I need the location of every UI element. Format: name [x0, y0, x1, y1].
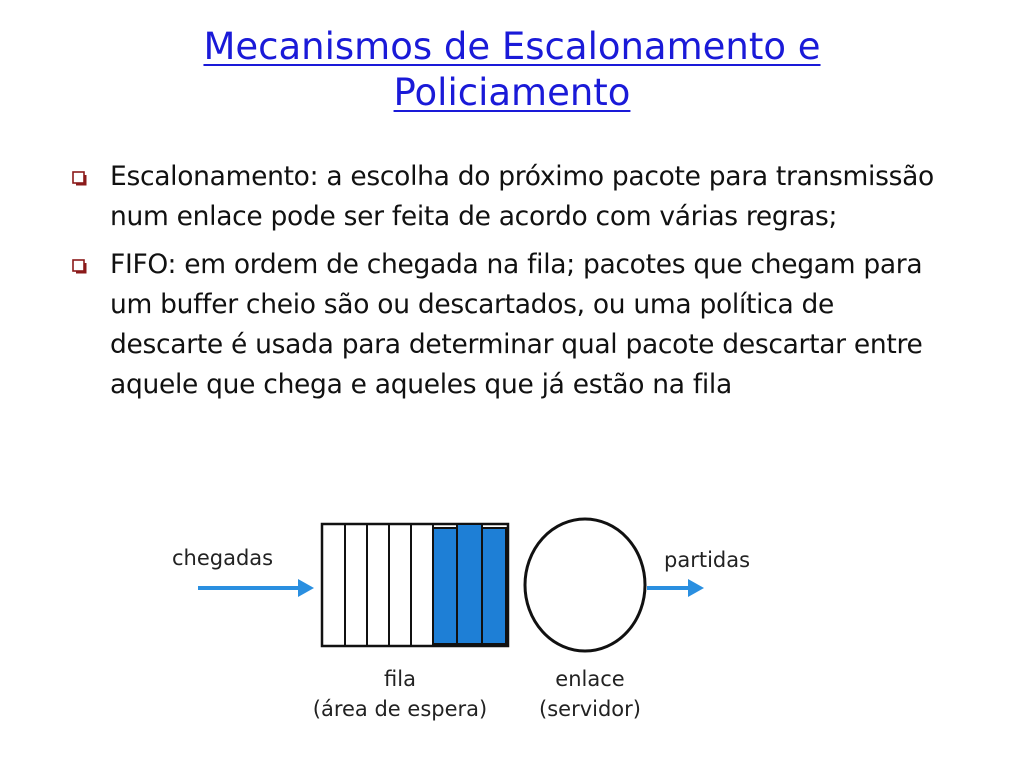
title-line-2: Policiamento [393, 71, 631, 114]
arrivals-label: chegadas [172, 546, 274, 570]
queue-label-line-1: fila [384, 667, 416, 691]
bullet-text: Escalonamento: a escolha do próximo pacote para transmissão num enlace pode ser feita de acordo com várias regras; [110, 161, 934, 232]
arrival-arrow-icon [198, 579, 314, 597]
bullet-item-escalonamento [72, 157, 952, 237]
departures-label: partidas [664, 548, 751, 572]
link-label-line-2: (servidor) [539, 697, 641, 721]
departure-arrow-icon [647, 579, 704, 597]
queued-packet [457, 524, 482, 644]
queue-label [300, 664, 500, 724]
title-line-1: Mecanismos de Escalonamento e [203, 25, 821, 68]
link-label-line-1: enlace [555, 667, 625, 691]
link-server-circle [525, 519, 645, 651]
hollow-square-icon [72, 171, 87, 186]
queue-label-line-2: (área de espera) [312, 697, 488, 721]
slide-title [0, 24, 1024, 116]
hollow-square-icon [72, 259, 87, 274]
bullet-text: FIFO: em ordem de chegada na fila; pacotes que chegam para um buffer cheio são ou descartados, ou uma política de descarte é usada para determinar qual pacote descartar entre aquele que chega e aqueles que já estão na fila [110, 249, 923, 400]
link-label [520, 664, 660, 724]
queued-packet [433, 528, 457, 644]
queued-packet [482, 528, 506, 644]
bullet-item-fifo [72, 245, 952, 405]
bullet-list [72, 157, 952, 413]
queue-buffer [322, 524, 508, 646]
